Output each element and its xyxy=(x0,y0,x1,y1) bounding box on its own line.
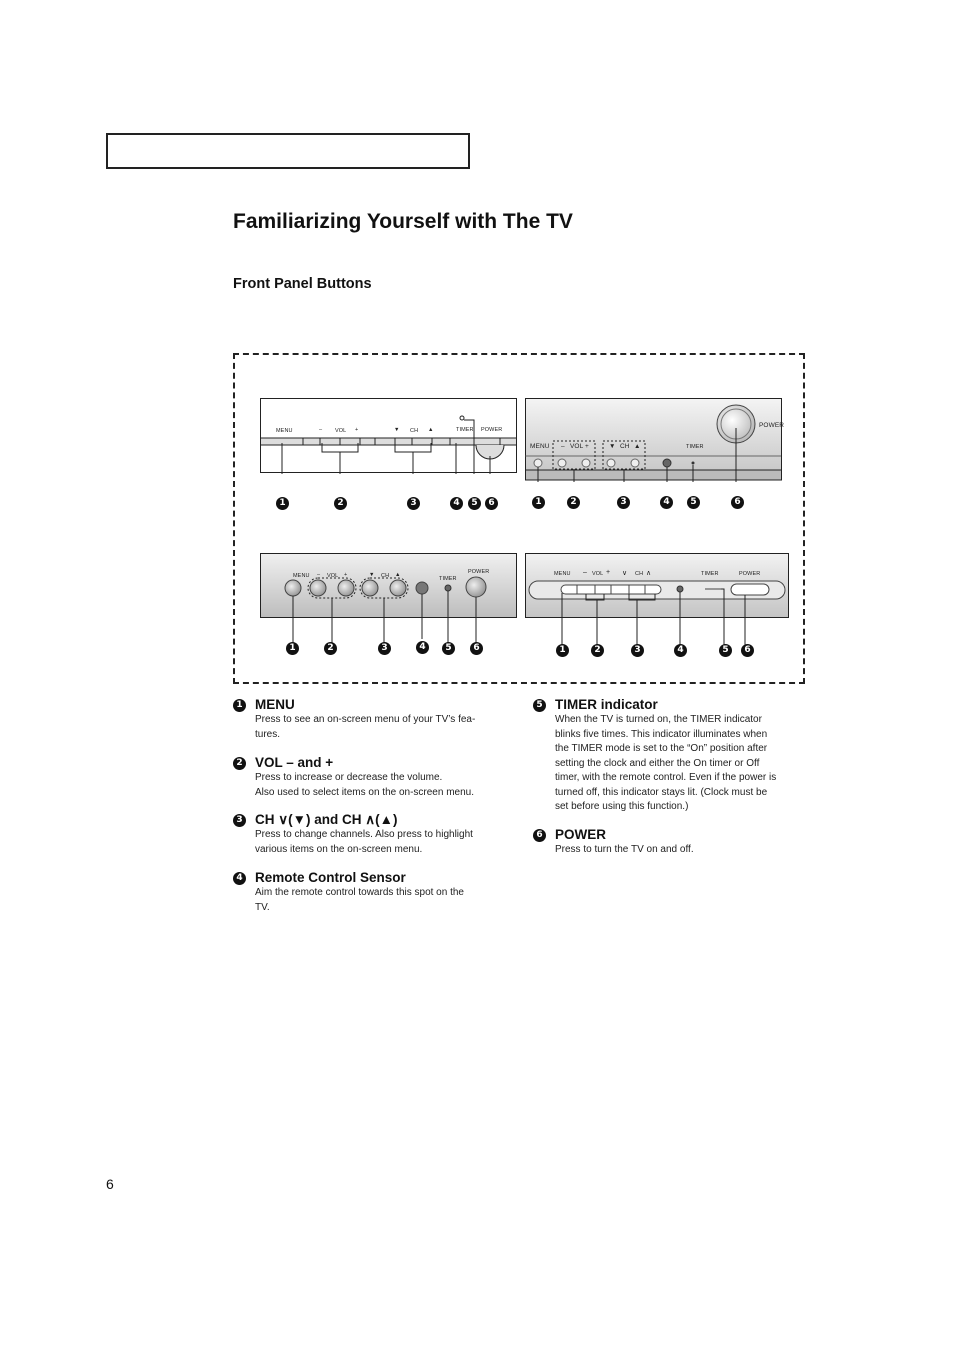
item-description: Press to turn the TV on and off. xyxy=(555,844,694,855)
panel-4-ch-down-label: ∨ xyxy=(622,570,628,577)
panel-4-power-label: POWER xyxy=(739,571,761,577)
panel-2-vol-minus-label: – xyxy=(561,443,565,450)
panel-3-vol-label: VOL xyxy=(327,573,339,579)
panel-4-callout-6: 6 xyxy=(741,644,754,657)
item-channel xyxy=(233,812,483,857)
item-title: POWER xyxy=(555,827,607,842)
panel-2-callout-4: 4 xyxy=(660,496,673,509)
front-panel-figure xyxy=(233,353,805,684)
item-title: MENU xyxy=(255,697,295,712)
panel-1-drawing xyxy=(260,398,518,474)
panel-4-menu-label: MENU xyxy=(554,571,571,577)
panel-1-vol-minus-label: – xyxy=(319,427,323,433)
item-remote-sensor xyxy=(233,870,483,915)
item-volume xyxy=(233,755,483,800)
item-title: CH ∨(▼) and CH ∧(▲) xyxy=(255,812,398,827)
panel-4-vol-plus-label: + xyxy=(606,569,611,576)
panel-4-callout-5: 5 xyxy=(719,644,732,657)
panel-3-callout-4: 4 xyxy=(416,641,429,654)
section-subtitle: Front Panel Buttons xyxy=(233,276,372,292)
item-description: Press to see an on-screen menu of your TV’s fea- tures. xyxy=(255,714,476,740)
panel-3-ch-down-label: ▼ xyxy=(369,572,375,578)
panel-2-power-label: POWER xyxy=(759,422,785,429)
item-power xyxy=(533,827,805,858)
panel-1-callout-2: 2 xyxy=(334,497,347,510)
panel-3-power-label: POWER xyxy=(468,569,490,575)
panel-4-drawing xyxy=(525,553,790,645)
panel-4-callout-3: 3 xyxy=(631,644,644,657)
panel-2-timer-label: TIMER xyxy=(686,444,704,450)
panel-1-callout-6: 6 xyxy=(485,497,498,510)
panel-1-menu-label: MENU xyxy=(276,428,293,434)
panel-2-callout-2: 2 xyxy=(567,496,580,509)
page-number: 6 xyxy=(106,1176,114,1192)
panel-3-ch-up-label: ▲ xyxy=(395,572,401,578)
panel-4-vol-label: VOL xyxy=(592,571,604,577)
panel-3-callout-1: 1 xyxy=(286,642,299,655)
item-title: Remote Control Sensor xyxy=(255,870,406,885)
panel-3-menu-label: MENU xyxy=(293,573,310,579)
panel-2-ch-down-label: ▼ xyxy=(609,443,616,450)
panel-3-vol-minus-label: – xyxy=(317,572,321,578)
panel-4-ch-up-label: ∧ xyxy=(646,570,652,577)
panel-3-callout-5: 5 xyxy=(442,642,455,655)
item-description: When the TV is turned on, the TIMER indicator blinks five times. This indicator illuminates when the TIMER mode is set to the “On” position after setting the clock and either the On timer or Off timer, with the remote control. Even if the power is turned off, this indicator stays lit. (Clock must be set before using this function.) xyxy=(555,714,777,812)
panel-1-ch-down-label: ▼ xyxy=(394,427,400,433)
panel-3-drawing xyxy=(260,553,518,645)
item-number: 1 xyxy=(233,699,246,712)
panel-2-menu-label: MENU xyxy=(530,443,550,450)
panel-3-timer-label: TIMER xyxy=(439,576,457,582)
panel-2-callout-1: 1 xyxy=(532,496,545,509)
panel-3-callout-6: 6 xyxy=(470,642,483,655)
item-title: VOL – and + xyxy=(255,755,334,770)
panel-1-ch-label: CH xyxy=(410,428,419,434)
panel-4-callout-4: 4 xyxy=(674,644,687,657)
page-title: Familiarizing Yourself with The TV xyxy=(233,210,573,233)
panel-1-power-label: POWER xyxy=(481,427,503,433)
panel-1-callout-1: 1 xyxy=(276,497,289,510)
item-title: TIMER indicator xyxy=(555,697,658,712)
panel-2-callout-5: 5 xyxy=(687,496,700,509)
panel-1-vol-label: VOL xyxy=(335,428,347,434)
panel-2-callout-3: 3 xyxy=(617,496,630,509)
panel-1-callout-4: 4 xyxy=(450,497,463,510)
panel-3-vol-plus-label: + xyxy=(344,572,348,578)
panel-4-callout-2: 2 xyxy=(591,644,604,657)
item-timer-indicator xyxy=(533,697,805,815)
panel-2-vol-plus-label: + xyxy=(585,443,589,450)
panel-1-callout-5: 5 xyxy=(468,497,481,510)
panel-1-vol-plus-label: + xyxy=(355,427,359,433)
panel-2-vol-label: VOL xyxy=(570,443,584,450)
panel-3-callout-3: 3 xyxy=(378,642,391,655)
panel-1-ch-up-label: ▲ xyxy=(428,427,434,433)
header-box xyxy=(106,133,470,169)
item-number: 6 xyxy=(533,829,546,842)
item-menu xyxy=(233,697,483,742)
item-number: 4 xyxy=(233,872,246,885)
panel-3-callout-2: 2 xyxy=(324,642,337,655)
panel-4-ch-label: CH xyxy=(635,571,644,577)
panel-2-drawing xyxy=(525,398,783,482)
item-number: 3 xyxy=(233,814,246,827)
panel-3-ch-label: CH xyxy=(381,573,390,579)
item-description: Aim the remote control towards this spot on the TV. xyxy=(255,887,464,913)
item-number: 2 xyxy=(233,757,246,770)
panel-2-ch-label: CH xyxy=(620,443,630,450)
item-description: Press to change channels. Also press to highlight various items on the on-screen menu. xyxy=(255,829,473,855)
panel-4-vol-minus-label: – xyxy=(583,569,587,576)
item-description: Press to increase or decrease the volume. Also used to select items on the on-screen menu. xyxy=(255,772,475,798)
panel-1-callout-3: 3 xyxy=(407,497,420,510)
panel-2-ch-up-label: ▲ xyxy=(634,443,641,450)
panel-4-timer-label: TIMER xyxy=(701,571,719,577)
item-number: 5 xyxy=(533,699,546,712)
panel-1-timer-label: TIMER xyxy=(456,427,474,433)
panel-4-callout-1: 1 xyxy=(556,644,569,657)
panel-2-callout-6: 6 xyxy=(731,496,744,509)
